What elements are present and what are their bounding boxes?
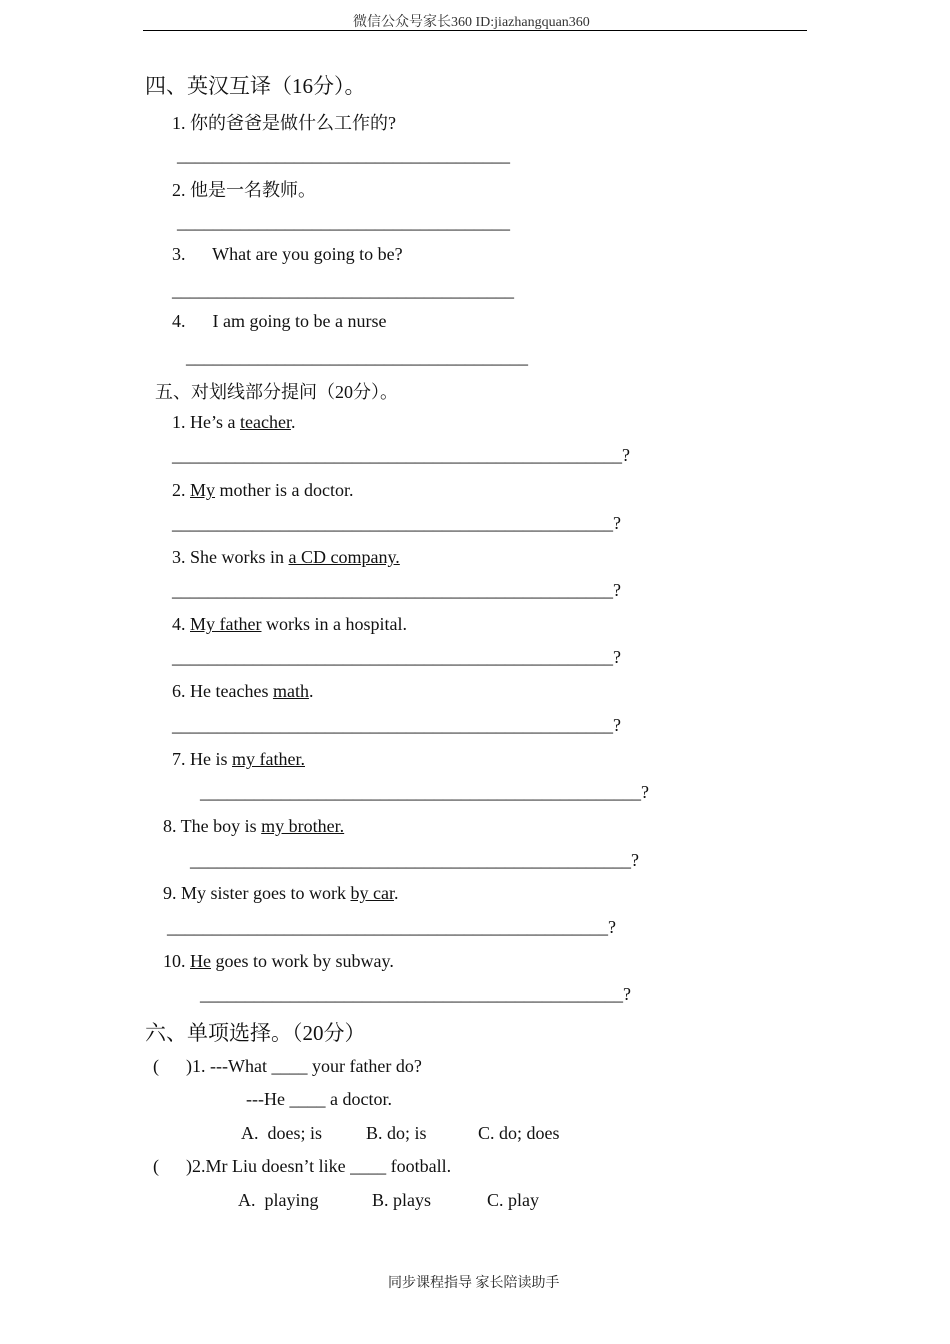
question-text: 7. He is <box>172 749 232 769</box>
header-rule <box>143 30 807 31</box>
s5-answer-line-10[interactable]: _______________________________________________? <box>200 984 631 1004</box>
question-text: 2. <box>172 480 190 500</box>
s5-answer-line-7[interactable]: _________________________________________________? <box>200 782 649 802</box>
question-text: 10. <box>163 951 190 971</box>
s5-question-4 <box>172 614 407 635</box>
underlined-part: My father <box>190 614 262 634</box>
s5-question-8 <box>163 816 344 837</box>
s6-q1-option-a[interactable]: A. does; is <box>241 1123 322 1143</box>
section-4-title: 四、英汉互译（16分）。 <box>145 74 366 98</box>
s4-answer-line-2[interactable]: _____________________________________ <box>177 212 510 232</box>
underlined-part: by car <box>350 883 394 903</box>
s6-q2-option-a[interactable]: A. playing <box>238 1190 319 1210</box>
s6-q1-option-b[interactable]: B. do; is <box>366 1123 427 1143</box>
question-text-end: goes to work by subway. <box>211 951 394 971</box>
section-6-title: 六、单项选择。（20分） <box>145 1021 366 1045</box>
s4-answer-line-1[interactable]: _____________________________________ <box>177 145 510 165</box>
s6-q2-option-b[interactable]: B. plays <box>372 1190 432 1210</box>
s5-question-10 <box>163 951 394 972</box>
s5-question-2 <box>172 480 354 501</box>
s5-question-3 <box>172 547 400 568</box>
s4-question-3: 3. What are you going to be? <box>172 244 403 264</box>
s6-question-1: ( )1. ---What ____ your father do? <box>153 1056 422 1076</box>
s5-answer-line-4[interactable]: _________________________________________________? <box>172 647 621 667</box>
s5-question-1 <box>172 412 295 433</box>
underlined-part: my brother. <box>261 816 345 836</box>
section-5-title: 五、对划线部分提问（20分）。 <box>155 382 398 402</box>
underlined-part: my father. <box>232 749 305 769</box>
s6-q1-option-c[interactable]: C. do; does <box>478 1123 560 1143</box>
question-text-end: mother is a doctor. <box>215 480 354 500</box>
question-text-end: . <box>393 883 399 903</box>
s6-question-2: ( )2.Mr Liu doesn’t like ____ football. <box>153 1156 452 1176</box>
s4-question-2: 2. 他是一名教师。 <box>172 180 316 200</box>
s5-answer-line-3[interactable]: _________________________________________________? <box>172 580 621 600</box>
question-text: 1. He’s a <box>172 412 240 432</box>
question-text: 8. The boy is <box>163 816 262 836</box>
s5-question-9 <box>163 883 398 904</box>
question-text: 4. <box>172 614 190 634</box>
s4-question-4: 4. I am going to be a nurse <box>172 311 387 331</box>
question-text-end: . <box>290 412 296 432</box>
s4-answer-line-4[interactable]: ______________________________________ <box>186 347 528 367</box>
s4-answer-line-3[interactable]: ______________________________________ <box>172 280 514 300</box>
s5-question-7 <box>172 749 305 770</box>
s5-question-6 <box>172 681 313 702</box>
question-text: 3. She works in <box>172 547 289 567</box>
s5-answer-line-6[interactable]: _________________________________________________? <box>172 715 621 735</box>
question-text: 9. My sister goes to work <box>163 883 351 903</box>
page-footer: 同步课程指导 家长陪读助手 <box>388 1276 560 1291</box>
underlined-part: He <box>190 951 211 971</box>
s5-answer-line-2[interactable]: _________________________________________________? <box>172 513 621 533</box>
question-text: 6. He teaches <box>172 681 273 701</box>
s6-question-1-line2: ---He ____ a doctor. <box>246 1089 392 1109</box>
s4-question-1: 1. 你的爸爸是做什么工作的? <box>172 113 396 133</box>
underlined-part: My <box>190 480 216 500</box>
question-text-end: works in a hospital. <box>261 614 407 634</box>
s6-q2-option-c[interactable]: C. play <box>487 1190 539 1210</box>
underlined-part: a CD company. <box>288 547 400 567</box>
s5-answer-line-1[interactable]: __________________________________________________? <box>172 445 630 465</box>
underlined-part: math <box>272 681 309 701</box>
page-header: 微信公众号家长360 ID:jiazhangquan360 <box>353 15 590 30</box>
s5-answer-line-9[interactable]: _________________________________________________? <box>167 917 616 937</box>
question-text-end: . <box>308 681 314 701</box>
underlined-part: teacher <box>239 412 291 432</box>
s5-answer-line-8[interactable]: _________________________________________________? <box>190 850 639 870</box>
